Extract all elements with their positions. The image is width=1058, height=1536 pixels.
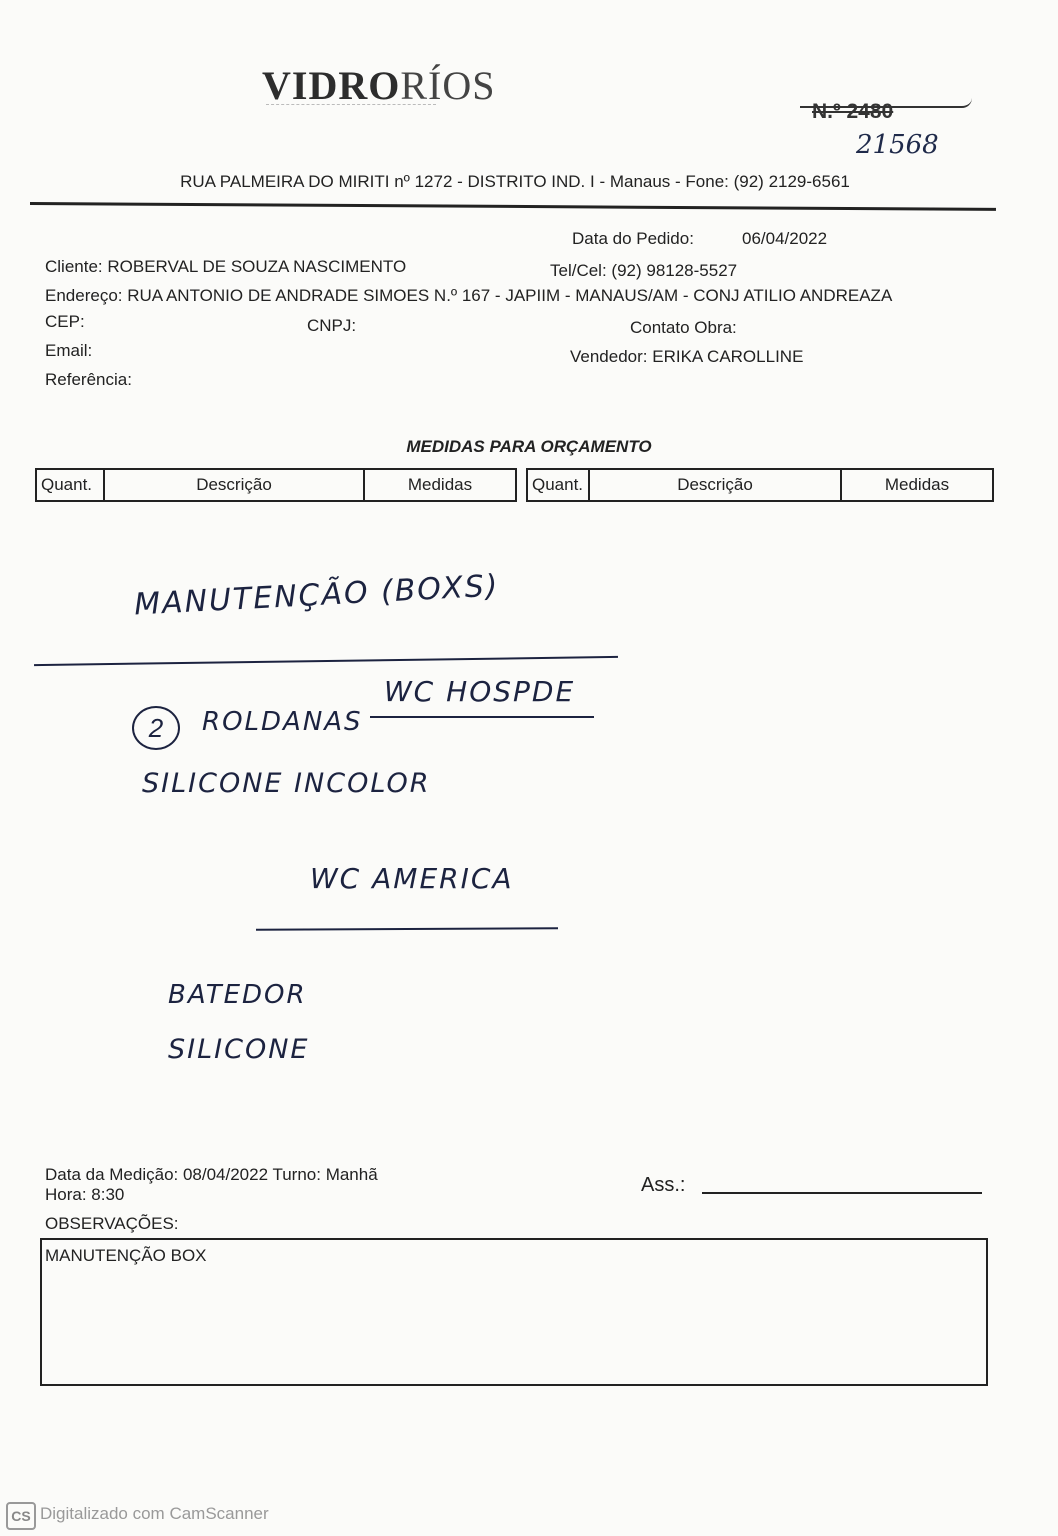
handwritten-divider xyxy=(34,656,618,666)
cep-label: CEP: xyxy=(45,312,85,331)
camscanner-logo-icon: CS xyxy=(6,1502,36,1530)
header-divider xyxy=(30,202,996,211)
measures-table-left xyxy=(35,468,517,502)
signature-line xyxy=(702,1192,982,1194)
handwritten-wc1-underline xyxy=(370,716,594,718)
order-date-label: Data do Pedido: xyxy=(572,229,694,248)
client-phone: Tel/Cel: (92) 98128-5527 xyxy=(550,261,738,280)
col-description: Descrição xyxy=(589,469,841,501)
measures-table-right xyxy=(526,468,994,502)
client-name: Cliente: ROBERVAL DE SOUZA NASCIMENTO xyxy=(45,257,407,276)
company-address: RUA PALMEIRA DO MIRITI nº 1272 - DISTRITO IND. I - Manaus - Fone: (92) 2129-6561 xyxy=(180,172,850,191)
company-logo: VIDRORÍOS xyxy=(262,63,496,108)
col-measures: Medidas xyxy=(364,469,516,501)
handwritten-item3: BATEDOR xyxy=(168,980,307,1010)
handwritten-item2: SILICONE INCOLOR xyxy=(142,768,431,799)
logo-underline xyxy=(266,104,436,109)
handwritten-wc2: WC AMERICA xyxy=(310,862,514,895)
measures-title: MEDIDAS PARA ORÇAMENTO xyxy=(406,437,652,456)
client-address: Endereço: RUA ANTONIO DE ANDRADE SIMOES N.º 167 - JAPIIM - MANAUS/AM - CONJ ATILIO ANDREAZA xyxy=(45,286,893,305)
order-number-handwritten: 21568 xyxy=(856,130,939,160)
seller-name: Vendedor: ERIKA CAROLLINE xyxy=(570,347,804,366)
reference-label: Referência: xyxy=(45,370,132,389)
measurement-date: Data da Medição: 08/04/2022 Turno: Manhã xyxy=(45,1165,378,1184)
handwritten-wc2-underline xyxy=(256,927,558,931)
col-description: Descrição xyxy=(104,469,364,501)
handwritten-item4: SILICONE xyxy=(168,1034,310,1065)
measurement-time: Hora: 8:30 xyxy=(45,1185,125,1204)
observations-text: MANUTENÇÃO BOX xyxy=(45,1246,207,1265)
handwritten-qty-circle: 2 xyxy=(132,706,180,750)
order-date: 06/04/2022 xyxy=(742,229,828,248)
handwritten-title: MANUTENÇÃO (BOXS) xyxy=(133,568,501,623)
col-quant: Quant. xyxy=(527,469,589,501)
camscanner-watermark: Digitalizado com CamScanner xyxy=(40,1504,269,1523)
signature-label: Ass.: xyxy=(641,1174,686,1196)
handwritten-wc1: WC HOSPDE xyxy=(384,675,576,708)
cnpj-label: CNPJ: xyxy=(307,316,357,335)
email-label: Email: xyxy=(45,341,93,360)
order-number-printed: N.º 2480 xyxy=(812,100,894,123)
handwritten-item1: ROLDANAS xyxy=(202,707,363,737)
observations-label: OBSERVAÇÕES: xyxy=(45,1214,179,1233)
contact-label: Contato Obra: xyxy=(630,318,737,337)
col-measures: Medidas xyxy=(841,469,993,501)
col-quant: Quant. xyxy=(36,469,104,501)
